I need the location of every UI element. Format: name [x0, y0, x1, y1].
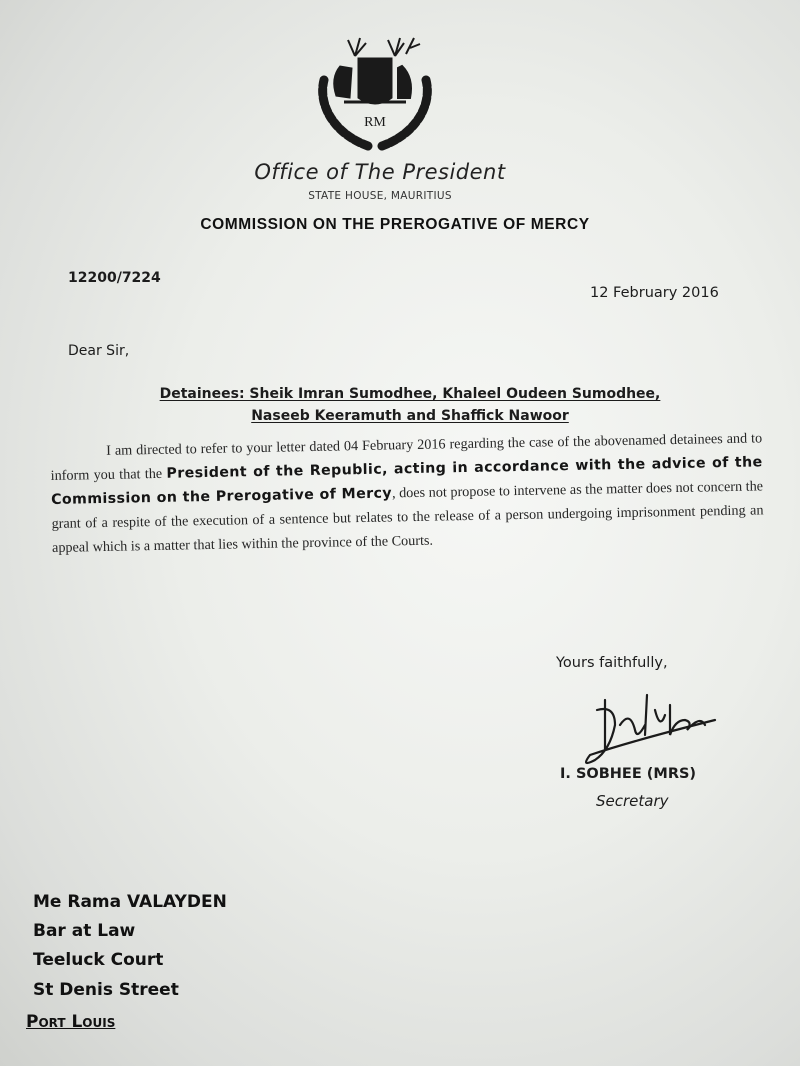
recipient-line-name: Me Rama VALAYDEN	[33, 892, 227, 912]
subject-line-1: Detainees: Sheik Imran Sumodhee, Khaleel Oudeen Sumodhee,	[159, 386, 661, 402]
subject-line-2: Naseeb Keeramuth and Shaffick Nawoor	[251, 408, 569, 424]
letter-date: 12 February 2016	[590, 285, 719, 301]
body-part-2: , does not propose to intervene as the matter does not concern the grant of a respite of the execution of a sentence but relates to the release of a person undergoing imprisonment pending an appeal which is a matter that lies within the province of the Courts.	[51, 478, 764, 556]
office-address: STATE HOUSE, MAURITIUS	[308, 190, 452, 202]
letter-body	[50, 426, 764, 560]
office-title: Office of The President	[254, 160, 506, 184]
recipient-line-street: St Denis Street	[33, 980, 179, 1000]
body-part-1: I am directed to refer to your letter dated 04 February 2016 regarding the case of the abovenamed detainees and to inform you that the	[50, 430, 763, 484]
coat-of-arms-logo	[310, 18, 440, 153]
recipient-line-profession: Bar at Law	[33, 921, 136, 941]
signature	[575, 680, 725, 770]
crest-monogram: RM	[364, 115, 386, 130]
commission-heading: COMMISSION ON THE PREROGATIVE OF MERCY	[200, 216, 590, 233]
salutation: Dear Sir,	[68, 343, 130, 359]
signer-title: Secretary	[596, 792, 669, 810]
body-bold-phrase: President of the Republic, acting in accordance with the advice of the Commission on the Prerogative of Mercy	[50, 454, 763, 508]
subject-line	[130, 383, 690, 427]
recipient-line-city: Port Louis	[26, 1012, 116, 1032]
closing: Yours faithfully,	[556, 655, 668, 671]
recipient-line-building: Teeluck Court	[33, 950, 164, 970]
reference-number: 12200/7224	[68, 270, 161, 286]
signer-name: I. SOBHEE (MRS)	[560, 766, 697, 782]
